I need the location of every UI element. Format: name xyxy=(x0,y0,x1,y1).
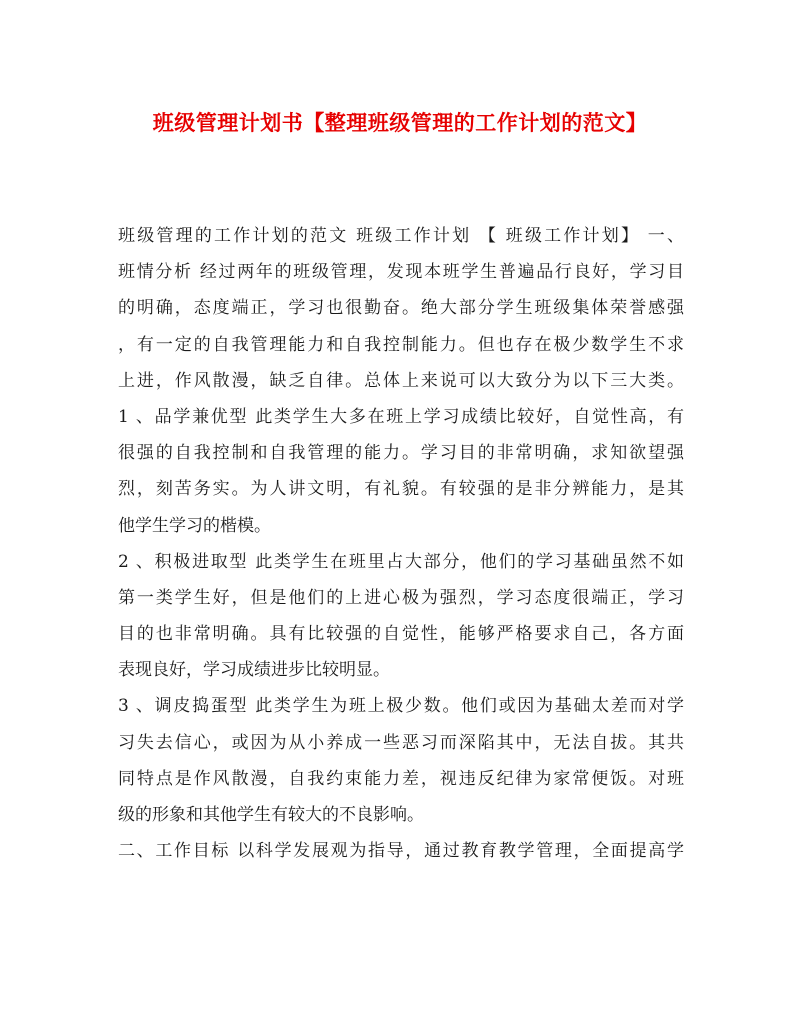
document-body xyxy=(118,218,684,869)
body-line: 表现良好，学习成绩进步比较明显。 xyxy=(118,660,390,681)
body-line: 二、工作目标 以科学发展观为指导，通过教育教学管理，全面提高学 xyxy=(118,841,684,862)
body-line: 上进，作风散漫，缺乏自律。总体上来说可以大致分为以下三大类。 xyxy=(118,370,684,391)
body-line: 烈，刻苦务实。为人讲文明，有礼貌。有较强的是非分辨能力，是其 xyxy=(118,479,684,500)
document-title: 班级管理计划书【整理班级管理的工作计划的范文】 xyxy=(152,110,648,135)
body-line: 班情分析 经过两年的班级管理，发现本班学生普遍品行良好，学习目 xyxy=(118,262,684,283)
body-line: 1 、品学兼优型 此类学生大多在班上学习成绩比较好，自觉性高，有 xyxy=(118,406,684,427)
body-line: 级的形象和其他学生有较大的不良影响。 xyxy=(118,805,424,825)
body-line: 同特点是作风散漫，自我约束能力差，视违反纪律为家常便饭。对班 xyxy=(118,768,684,789)
body-line: ，有一定的自我管理能力和自我控制能力。但也存在极少数学生不求 xyxy=(118,334,684,355)
body-line: 习失去信心，或因为从小养成一些恶习而深陷其中，无法自拔。其共 xyxy=(118,732,684,753)
body-line: 第一类学生好，但是他们的上进心极为强烈，学习态度很端正，学习 xyxy=(118,587,684,608)
body-line: 的明确，态度端正，学习也很勤奋。绝大部分学生班级集体荣誉感强 xyxy=(118,298,684,319)
body-line: 班级管理的工作计划的范文 班级工作计划 【 班级工作计划】 一、 xyxy=(118,226,684,246)
body-line: 3 、调皮捣蛋型 此类学生为班上极少数。他们或因为基础太差而对学 xyxy=(118,696,684,717)
body-line: 2 、积极进取型 此类学生在班里占大部分，他们的学习基础虽然不如 xyxy=(118,551,684,572)
body-line: 目的也非常明确。具有比较强的自觉性，能够严格要求自己，各方面 xyxy=(118,624,684,645)
body-line: 很强的自我控制和自我管理的能力。学习目的非常明确，求知欲望强 xyxy=(118,443,684,464)
body-line: 他学生学习的楷模。 xyxy=(118,515,271,536)
